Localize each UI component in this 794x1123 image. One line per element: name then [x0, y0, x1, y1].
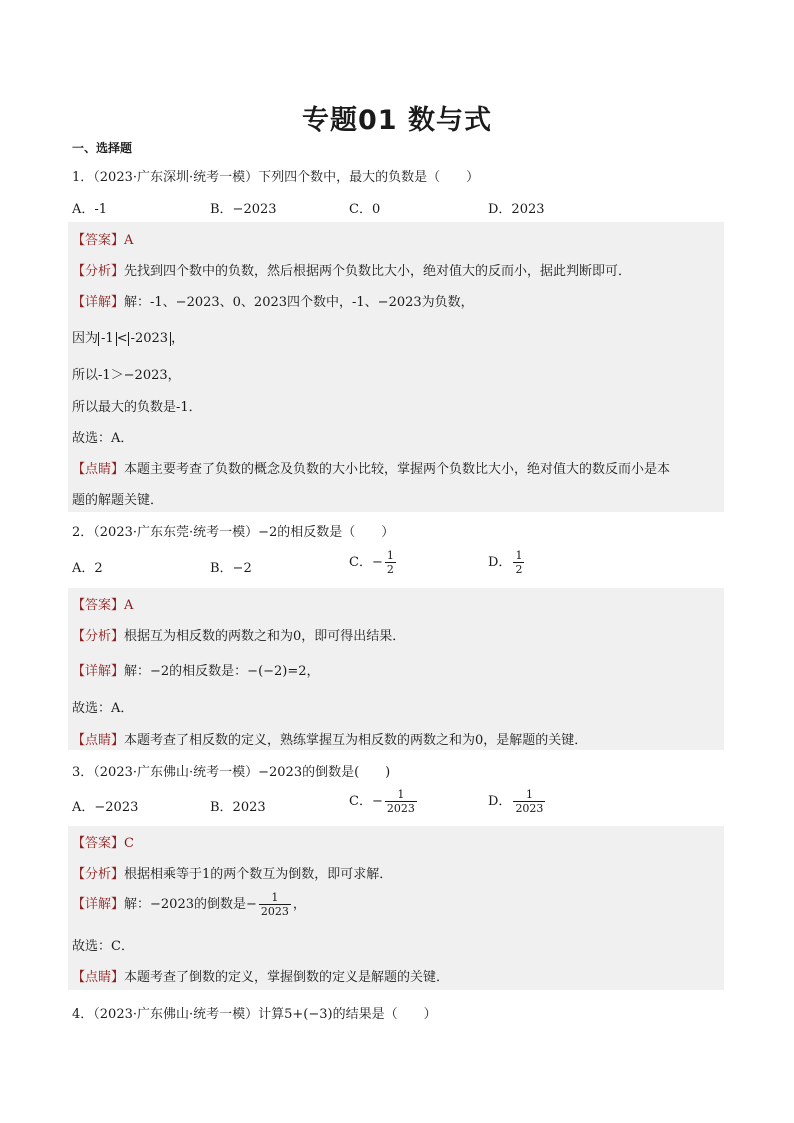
q2-option-c-prefix: C．−	[349, 555, 383, 570]
question-3-stem: 3．（2023·广东佛山·统考一模）−2023的倒数是( )	[72, 765, 391, 780]
q1-because	[72, 327, 184, 346]
q2-option-d-fraction	[513, 549, 524, 576]
question-1-stem: 1．（2023·广东深圳·统考一模）下列四个数中，最大的负数是（ ）	[72, 170, 480, 185]
comment-tag: 【点睛】	[72, 733, 125, 748]
q3-option-b: B．2023	[210, 800, 266, 815]
q2-detail	[72, 660, 320, 679]
q1-answer	[72, 229, 133, 248]
detail-tag: 【详解】	[72, 664, 125, 679]
analysis-text: 根据互为相反数的两数之和为0，即可得出结果．	[124, 629, 406, 644]
analysis-text: 先找到四个数中的负数，然后根据两个负数比大小，绝对值大的反而小，据此判断即可．	[124, 264, 632, 279]
q1-detail	[72, 291, 474, 310]
answer-tag: 【答案】	[72, 836, 125, 851]
q3-option-c-prefix: C．−	[349, 794, 383, 809]
q2-option-b: B．−2	[210, 561, 252, 576]
page-title: 专题01 数与式	[302, 105, 492, 136]
comment-text: 本题主要考查了负数的概念及负数的大小比较，掌握两个负数比大小，绝对值大的数反而小是本	[124, 462, 671, 477]
q1-so-2: 所以最大的负数是-1．	[72, 400, 202, 415]
comment-text: 本题考查了倒数的定义，掌握倒数的定义是解题的关键．	[124, 970, 450, 985]
q2-choose: 故选：A．	[72, 701, 134, 716]
q1-option-d: D．2023	[488, 202, 545, 217]
q1-option-b: B．−2023	[210, 202, 277, 217]
q3-option-d-prefix: D．	[488, 794, 512, 809]
q3-option-d-fraction	[513, 788, 545, 815]
denominator: 2023	[515, 802, 544, 815]
because-prefix: 因为	[72, 331, 99, 346]
q1-comment-1	[72, 458, 670, 477]
question-2-stem: 2．（2023·广东东莞·统考一模）−2的相反数是（ ）	[72, 525, 395, 540]
denominator: 2023	[386, 802, 415, 815]
section-heading: 一、选择题	[72, 141, 133, 155]
q1-analysis	[72, 260, 631, 279]
answer-tag: 【答案】	[72, 598, 125, 613]
q3-option-d	[488, 788, 547, 815]
q3-comment	[72, 966, 449, 985]
q2-option-c-fraction	[385, 549, 396, 576]
analysis-text: 根据相乘等于1的两个数互为倒数，即可求解．	[124, 867, 393, 882]
q2-option-c	[349, 549, 398, 576]
q1-comment-2: 题的解题关键．	[72, 493, 164, 508]
answer-value: C	[124, 836, 134, 851]
comment-tag: 【点睛】	[72, 970, 125, 985]
detail-suffix: ，	[292, 897, 306, 912]
analysis-tag: 【分析】	[72, 264, 125, 279]
q2-answer	[72, 594, 133, 613]
q1-choose: 故选：A．	[72, 431, 134, 446]
detail-text: 解：−2的相反数是：−(−2)=2，	[124, 664, 320, 679]
numerator: 1	[513, 788, 545, 802]
detail-text: 解：-1、−2023、0、2023四个数中，-1、−2023为负数，	[124, 295, 474, 310]
abs-value-2: -2023	[128, 332, 171, 346]
detail-tag: 【详解】	[72, 295, 125, 310]
q3-option-c-fraction	[385, 788, 417, 815]
q1-so-1: 所以-1＞−2023，	[72, 368, 181, 383]
q3-analysis	[72, 863, 392, 882]
q2-option-d	[488, 549, 526, 576]
abs-value-1: -1	[98, 332, 117, 346]
detail-fraction	[259, 891, 291, 918]
numerator: 1	[515, 549, 523, 562]
denominator: 2023	[260, 905, 289, 918]
answer-value: A	[124, 233, 134, 248]
q3-detail	[72, 891, 306, 918]
question-4-stem: 4．（2023·广东佛山·统考一模）计算5+(−3)的结果是（ ）	[72, 1007, 437, 1022]
q1-option-a: A．-1	[72, 202, 108, 217]
denominator: 2	[386, 563, 394, 576]
q2-option-a: A．2	[72, 561, 103, 576]
detail-prefix: 解：−2023的倒数是−	[124, 897, 257, 912]
detail-tag: 【详解】	[72, 897, 125, 912]
answer-value: A	[124, 598, 134, 613]
less-than: <	[116, 331, 128, 346]
numerator: 1	[386, 549, 394, 562]
numerator: 1	[259, 891, 291, 905]
analysis-tag: 【分析】	[72, 629, 125, 644]
q2-option-d-prefix: D．	[488, 555, 512, 570]
numerator: 1	[385, 788, 417, 802]
because-suffix: ，	[171, 331, 185, 346]
q1-option-c: C．0	[349, 202, 381, 217]
comment-text: 本题考查了相反数的定义，熟练掌握互为相反数的两数之和为0，是解题的关键．	[124, 733, 588, 748]
comment-tag: 【点睛】	[72, 462, 125, 477]
answer-tag: 【答案】	[72, 233, 125, 248]
q2-analysis	[72, 625, 405, 644]
q3-option-a: A．−2023	[72, 800, 139, 815]
q3-option-c	[349, 788, 419, 815]
analysis-tag: 【分析】	[72, 867, 125, 882]
q3-choose: 故选：C．	[72, 939, 134, 954]
q2-comment	[72, 729, 587, 748]
q3-answer	[72, 832, 134, 851]
denominator: 2	[515, 563, 523, 576]
